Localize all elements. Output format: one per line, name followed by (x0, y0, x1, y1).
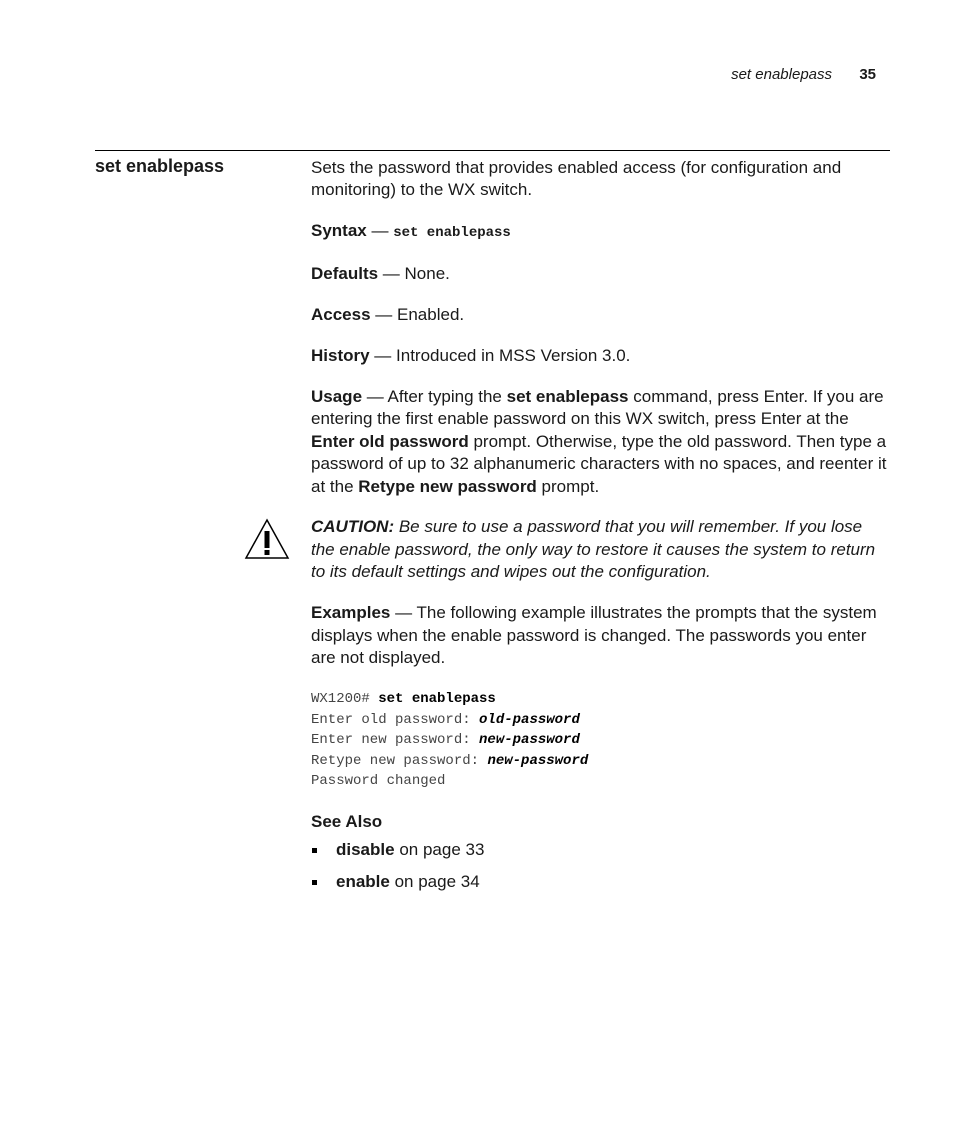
caution-paragraph (311, 516, 890, 583)
usage-paragraph (311, 386, 890, 498)
code-line-2-prompt: Enter old password: (311, 711, 480, 728)
warning-triangle-icon (244, 518, 290, 560)
usage-text-1: — After typing the (362, 386, 507, 406)
code-line-3-prompt: Enter new password: (311, 732, 480, 749)
code-line-1-command: set enablepass (378, 691, 496, 708)
examples-label: Examples (311, 603, 391, 623)
history-text: — Introduced in MSS Version 3.0. (369, 346, 631, 366)
defaults-line (311, 263, 890, 285)
main-content (311, 157, 890, 902)
code-line-3-value: new-password (479, 732, 580, 749)
syntax-line (311, 220, 890, 244)
defaults-text: — None. (378, 264, 450, 284)
access-text: — Enabled. (370, 305, 465, 325)
running-header-title: set enablepass (731, 66, 832, 83)
syntax-label: Syntax (311, 221, 367, 241)
defaults-label: Defaults (311, 264, 379, 284)
see-also-page-ref: on page 34 (389, 871, 480, 891)
usage-text-4: prompt. (536, 476, 600, 496)
see-also-item-disable[interactable] (311, 839, 890, 861)
code-line-2-value: old-password (479, 711, 580, 728)
syntax-separator: — (366, 221, 394, 241)
see-also-command: enable (336, 871, 390, 891)
caution-text: Be sure to use a password that you will remember. If you lose the enable password, the only way to restore it causes the system to return to its default settings and wipes out the configuration. (311, 517, 876, 582)
usage-prompt-retype: Retype new password (358, 476, 537, 496)
see-also-heading: See Also (311, 811, 383, 831)
access-label: Access (311, 305, 371, 325)
caution-label: CAUTION: (311, 517, 395, 537)
see-also-command: disable (336, 840, 395, 860)
usage-command: set enablepass (506, 386, 629, 406)
page-number: 35 (859, 66, 876, 83)
usage-text-3: prompt. Otherwise, type the old password. Then type a password of up to 32 alphanumeric characters with no spaces, and reenter it at the (311, 431, 887, 496)
code-example (311, 689, 890, 792)
see-also-list (311, 839, 890, 893)
usage-label: Usage (311, 386, 363, 406)
see-also-item-enable[interactable] (311, 871, 890, 893)
history-line (311, 345, 890, 367)
intro-paragraph: Sets the password that provides enabled access (for configuration and monitoring) to the WX switch. (311, 158, 842, 200)
see-also-page-ref: on page 33 (394, 840, 485, 860)
examples-paragraph (311, 602, 890, 669)
access-line (311, 304, 890, 326)
syntax-command: set enablepass (393, 225, 511, 242)
examples-text: — The following example illustrates the prompts that the system displays when the enable password is changed. The passwords you enter are not displayed. (311, 603, 877, 667)
section-rule (95, 150, 890, 151)
code-line-4-prompt: Retype new password: (311, 752, 488, 769)
section-title: set enablepass (95, 156, 225, 176)
usage-prompt-old: Enter old password (311, 431, 469, 451)
history-label: History (311, 346, 370, 366)
code-line-5: Password changed (311, 773, 446, 790)
code-line-4-value: new-password (487, 752, 589, 769)
code-line-1-prompt: WX1200# (311, 691, 379, 708)
usage-text-2: command, press Enter. If you are entering the first enable password on this WX switch, press Enter at the (311, 386, 884, 429)
